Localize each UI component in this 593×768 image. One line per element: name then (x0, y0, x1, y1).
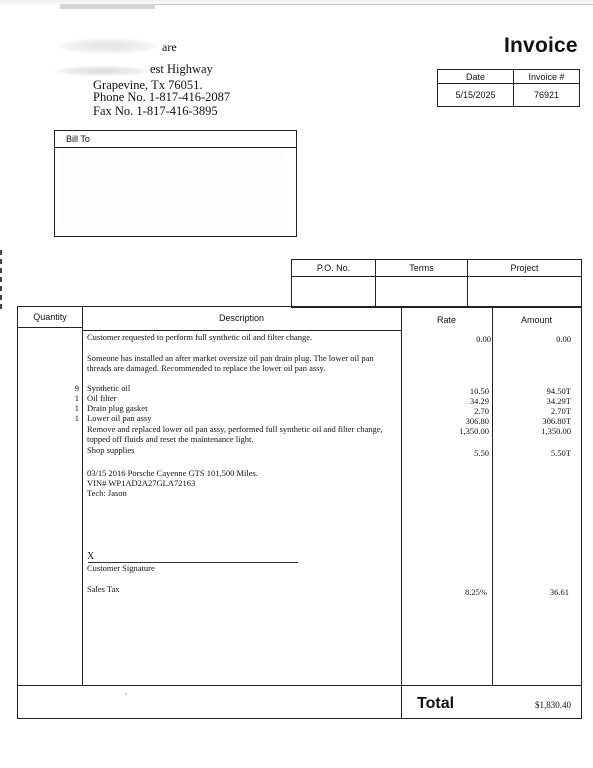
invoice-number: 76921 (533, 90, 560, 100)
company-street: est Highway (150, 62, 213, 76)
item-amount: 94.50T (546, 386, 571, 396)
item-rate: 10.50 (469, 386, 489, 396)
intro-description: Customer requested to perform full synthetic oil and filter change. (87, 332, 313, 342)
bill-to-box (54, 130, 297, 237)
shop-supplies-rate: 5.50 (474, 448, 489, 458)
intro-rate: 0.00 (476, 334, 491, 344)
po-number-cell (292, 277, 376, 307)
labor-rate: 1,350.00 (459, 426, 489, 436)
bill-to-redacted-area (59, 153, 284, 229)
scan-left-edge (0, 250, 2, 310)
item-rate: 306.80 (465, 416, 489, 426)
quantity-header: Quantity (33, 312, 67, 322)
po-terms-project-box (291, 259, 582, 308)
vehicle-line-1: 03/15 2016 Porsche Cayenne GTS 101,500 Miles. (87, 468, 258, 478)
po-number-header: P.O. No. (292, 260, 376, 277)
item-rate: 34.29 (469, 396, 489, 406)
date-header: Date (438, 70, 514, 84)
company-name: are (162, 40, 177, 54)
redacted-street (55, 66, 150, 76)
description-header: Description (218, 313, 265, 323)
item-description: Lower oil pan assy (87, 413, 152, 423)
sales-tax-amount: 36.61 (549, 587, 569, 597)
total-label: Total (417, 695, 455, 712)
item-amount: 306.80T (542, 416, 571, 426)
header-rule-qty (18, 327, 82, 328)
vehicle-vin: VIN# WP1AD2A27GLA72163 (87, 478, 196, 488)
terms-cell (376, 277, 468, 307)
company-city: Grapevine, Tx 76051. (93, 78, 203, 92)
company-fax: Fax No. 1-817-416-3895 (93, 104, 218, 118)
col-divider-rate (492, 307, 493, 685)
vehicle-tech: Tech: Jason (87, 488, 127, 498)
labor-amount: 1,350.00 (541, 426, 571, 436)
item-description: Oil filter (87, 393, 117, 403)
invoice-meta-box (437, 69, 580, 107)
scan-speck (125, 693, 127, 695)
rate-header: Rate (436, 315, 456, 325)
item-qty: 1 (74, 413, 79, 423)
shop-supplies-description: Shop supplies (87, 445, 135, 455)
note-line-1: Someone has installed an after market oversize oil pan drain plug. The lower oil pan (87, 353, 374, 363)
project-cell (468, 277, 581, 307)
amount-header: Amount (520, 315, 553, 325)
col-divider-qty (82, 307, 83, 685)
redacted-company-name (58, 38, 158, 54)
total-value: $1,830.40 (535, 700, 571, 710)
col-divider-desc (401, 307, 402, 718)
item-qty: 1 (74, 403, 79, 413)
line-items-table (17, 306, 582, 719)
item-rate: 2.70 (474, 406, 489, 416)
company-phone: Phone No. 1-817-416-2087 (93, 90, 231, 104)
sales-tax-label: Sales Tax (87, 584, 120, 594)
item-amount: 34.29T (546, 396, 571, 406)
item-qty: 1 (74, 393, 79, 403)
signature-label: Customer Signature (87, 563, 155, 573)
bill-to-label: Bill To (55, 131, 296, 148)
item-qty: 9 (74, 383, 79, 393)
item-description: Drain plug gasket (87, 403, 148, 413)
item-amount: 2.70T (550, 406, 571, 416)
item-description: Synthetic oil (87, 383, 131, 393)
sales-tax-rate: 8.25% (465, 587, 487, 597)
scan-top-stub (60, 4, 155, 9)
intro-amount: 0.00 (556, 334, 571, 344)
labor-line-1: Remove and replaced lower oil pan assy, performed full synthetic oil and filter change, (87, 424, 383, 434)
total-divider (18, 685, 581, 686)
document-title: Invoice (504, 34, 578, 57)
header-rule-desc (82, 330, 401, 331)
labor-line-2: topped off fluids and reset the maintenance light. (87, 434, 254, 444)
invoice-date: 5/15/2025 (438, 84, 514, 106)
signature-x-mark: X (87, 551, 95, 562)
shop-supplies-amount: 5.50T (550, 448, 571, 458)
project-header: Project (468, 260, 581, 277)
note-line-2: threads are damaged. Recommended to replace the lower oil pan assy. (87, 363, 326, 373)
invoice-number-header: Invoice # (514, 70, 579, 84)
terms-header: Terms (376, 260, 468, 277)
